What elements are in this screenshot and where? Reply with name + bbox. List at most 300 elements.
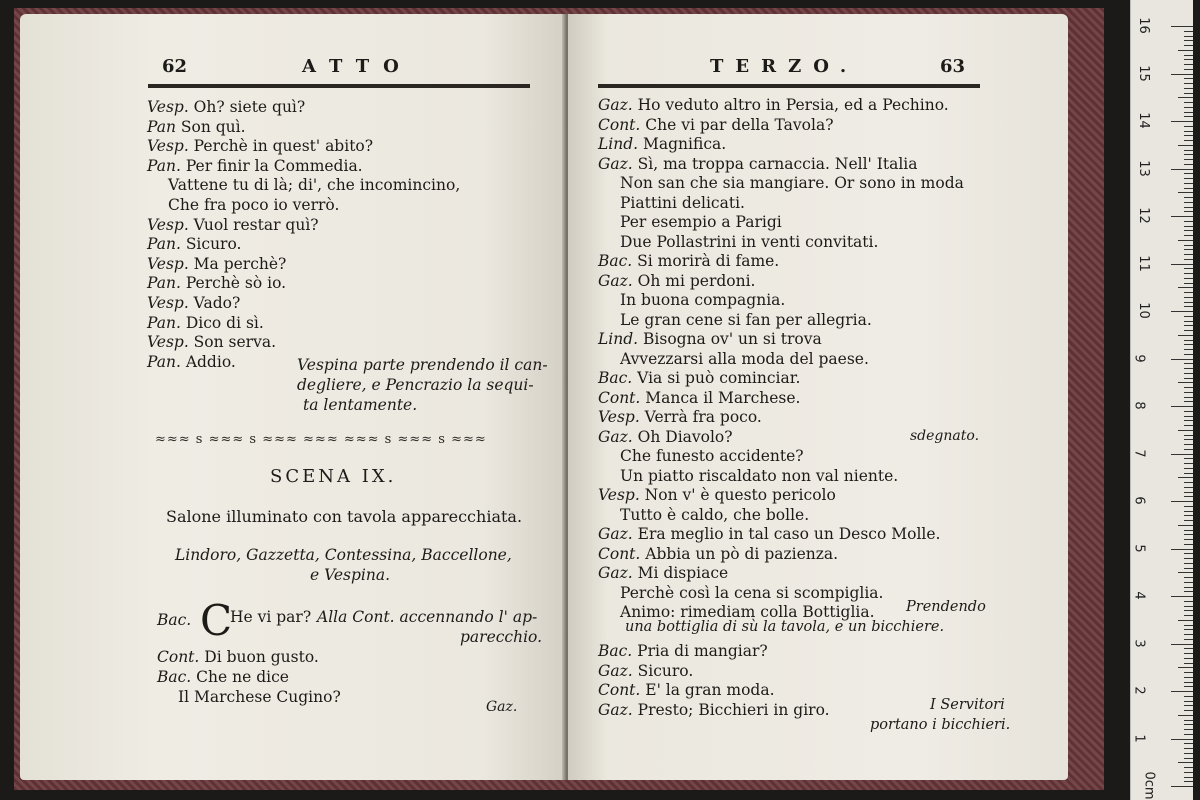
ruler-tick bbox=[1184, 496, 1193, 497]
dialogue-text: In buona compagnia. bbox=[620, 291, 786, 309]
dialogue-text: Ma perchè? bbox=[188, 254, 287, 273]
ruler-tick bbox=[1184, 140, 1193, 141]
scene-setting: Salone illuminato con tavola apparecchiata. bbox=[166, 507, 523, 526]
ruler-tick bbox=[1171, 454, 1193, 455]
speaker-label: Cont. bbox=[157, 648, 200, 666]
ruler-tick bbox=[1184, 553, 1193, 554]
left-page bbox=[20, 14, 565, 780]
ruler-tick bbox=[1171, 596, 1193, 597]
text-line bbox=[598, 330, 822, 348]
ruler-tick bbox=[1184, 492, 1193, 493]
speaker-label: Gaz. bbox=[598, 427, 633, 446]
ruler-tick bbox=[1184, 207, 1193, 208]
ruler-number: 9 bbox=[1131, 353, 1147, 363]
ruler-tick bbox=[1171, 691, 1193, 692]
ruler-tick bbox=[1171, 121, 1193, 122]
ruler-tick bbox=[1184, 230, 1193, 231]
ruler-tick bbox=[1184, 416, 1193, 417]
speaker-label: Bac. bbox=[598, 369, 633, 387]
text-line bbox=[620, 213, 782, 231]
text-line bbox=[157, 648, 319, 666]
ruler-tick bbox=[1184, 539, 1193, 540]
ruler-tick bbox=[1184, 625, 1193, 626]
dialogue-text: Presto; Bicchieri in giro. bbox=[632, 700, 830, 719]
ruler-tick bbox=[1184, 577, 1193, 578]
ruler-tick bbox=[1184, 411, 1193, 412]
ruler-tick bbox=[1178, 382, 1193, 383]
ruler-tick bbox=[1184, 473, 1193, 474]
ruler-tick bbox=[1184, 116, 1193, 117]
ruler-tick bbox=[1184, 102, 1193, 103]
ruler-tick bbox=[1184, 368, 1193, 369]
text-line bbox=[598, 681, 775, 699]
dialogue-text: Verrà fra poco. bbox=[639, 408, 762, 426]
speaker-label: Gaz. bbox=[598, 700, 633, 719]
text-line bbox=[147, 157, 363, 175]
dialogue-text: Che funesto accidente? bbox=[620, 447, 804, 465]
dialogue-text: Sicuro. bbox=[632, 661, 694, 680]
text-line bbox=[620, 194, 745, 212]
ruler-number: 1 bbox=[1131, 733, 1147, 743]
speaker-label: Pan bbox=[147, 117, 176, 136]
ruler-tick bbox=[1178, 525, 1193, 526]
ruler-tick bbox=[1184, 530, 1193, 531]
ruler-tick bbox=[1184, 45, 1193, 46]
ruler-number: 7 bbox=[1131, 448, 1147, 458]
ruler-tick bbox=[1184, 534, 1193, 535]
ruler-tick bbox=[1178, 335, 1193, 336]
text-line bbox=[598, 96, 949, 114]
ruler-tick bbox=[1184, 188, 1193, 189]
stage-direction-line: Prendendo bbox=[906, 599, 986, 615]
ruler-tick bbox=[1184, 178, 1193, 179]
text-line bbox=[168, 196, 339, 214]
text-line bbox=[620, 291, 785, 309]
ruler-tick bbox=[1184, 278, 1193, 279]
ruler-tick bbox=[1184, 40, 1193, 41]
character-list: Lindoro, Gazzetta, Contessina, Baccellone, bbox=[175, 546, 512, 564]
text-line bbox=[147, 98, 305, 116]
ruler-tick bbox=[1178, 50, 1193, 51]
text-line bbox=[620, 174, 964, 192]
ruler-tick bbox=[1184, 340, 1193, 341]
ruler-tick bbox=[1184, 653, 1193, 654]
ruler-tick bbox=[1184, 753, 1193, 754]
ruler-tick bbox=[1184, 59, 1193, 60]
ruler-tick bbox=[1178, 572, 1193, 573]
ruler-tick bbox=[1184, 330, 1193, 331]
text-line bbox=[147, 118, 246, 136]
ruler-tick bbox=[1171, 169, 1193, 170]
ruler-tick bbox=[1184, 748, 1193, 749]
ruler-number: 0cm bbox=[1141, 771, 1157, 800]
ruler-tick bbox=[1184, 397, 1193, 398]
ruler-tick bbox=[1184, 354, 1193, 355]
speaker-label: Vesp. bbox=[147, 294, 189, 312]
ruler-tick bbox=[1184, 254, 1193, 255]
ruler-tick bbox=[1184, 259, 1193, 260]
ruler-tick bbox=[1184, 31, 1193, 32]
stage-direction-line: una bottiglia di sù la tavola, e un bicchiere. bbox=[625, 619, 945, 635]
ruler-tick bbox=[1184, 392, 1193, 393]
ruler-tick bbox=[1184, 387, 1193, 388]
drop-cap: C bbox=[200, 596, 233, 645]
ruler-tick bbox=[1178, 145, 1193, 146]
ruler-tick bbox=[1184, 724, 1193, 725]
dialogue-text: Sicuro. bbox=[180, 235, 242, 254]
ruler-tick bbox=[1184, 677, 1193, 678]
dialogue-text: Per esempio a Parigi bbox=[620, 213, 782, 231]
ruler-tick bbox=[1184, 249, 1193, 250]
ruler-tick bbox=[1184, 226, 1193, 227]
ruler-tick bbox=[1184, 563, 1193, 564]
ruler-tick bbox=[1184, 325, 1193, 326]
text-line bbox=[168, 176, 460, 194]
ruler-tick bbox=[1178, 667, 1193, 668]
ruler-tick bbox=[1178, 762, 1193, 763]
ruler-tick bbox=[1184, 568, 1193, 569]
ruler-tick bbox=[1184, 159, 1193, 160]
speaker-label: Vesp. bbox=[147, 137, 189, 156]
speaker-label: Gaz. bbox=[598, 564, 633, 582]
speaker-label: Gaz. bbox=[598, 96, 633, 114]
text-line bbox=[598, 486, 836, 504]
running-header-right: TERZO. bbox=[710, 56, 859, 77]
ruler-tick bbox=[1184, 634, 1193, 635]
ruler-tick bbox=[1171, 264, 1193, 265]
ruler-tick bbox=[1171, 216, 1193, 217]
ruler-tick bbox=[1184, 663, 1193, 664]
ruler-tick bbox=[1178, 477, 1193, 478]
dialogue-text: Due Pollastrini in venti convitati. bbox=[620, 232, 879, 251]
speaker-label: Pan. bbox=[147, 274, 181, 293]
text-line bbox=[147, 333, 276, 351]
dialogue-text: Piattini delicati. bbox=[620, 193, 745, 212]
ruler-tick bbox=[1184, 729, 1193, 730]
dialogue-text: Oh Diavolo? bbox=[632, 427, 733, 446]
dialogue-text: Le gran cene si fan per allegria. bbox=[620, 310, 872, 329]
ruler-tick bbox=[1184, 349, 1193, 350]
text-line bbox=[147, 274, 286, 292]
text-line bbox=[598, 662, 693, 680]
catchword: Gaz. bbox=[486, 699, 518, 715]
speaker-label: Bac. bbox=[598, 252, 633, 270]
dialogue-line: He vi par? bbox=[230, 608, 312, 626]
dialogue-text: Vuol restar quì? bbox=[188, 215, 319, 234]
ruler-tick bbox=[1184, 283, 1193, 284]
speaker-label: Pan. bbox=[147, 235, 181, 254]
ruler-tick bbox=[1184, 306, 1193, 307]
text-line bbox=[157, 668, 289, 686]
dialogue-text: Pria di mangiar? bbox=[632, 642, 768, 660]
ruler-tick bbox=[1178, 287, 1193, 288]
ruler-tick bbox=[1184, 658, 1193, 659]
stage-direction-line: I Servitori bbox=[930, 697, 1005, 713]
ruler-tick bbox=[1171, 549, 1193, 550]
text-line bbox=[147, 353, 236, 371]
ruler-tick bbox=[1184, 93, 1193, 94]
text-line bbox=[620, 467, 898, 485]
stage-direction-line: parecchio. bbox=[460, 628, 543, 646]
dialogue-text: Mi dispiace bbox=[632, 564, 729, 582]
ruler-tick bbox=[1184, 606, 1193, 607]
ruler-tick bbox=[1171, 26, 1193, 27]
speaker-label: Bac. bbox=[157, 668, 192, 686]
ruler-tick bbox=[1184, 221, 1193, 222]
text-line bbox=[598, 155, 917, 173]
ruler-number: 2 bbox=[1131, 686, 1147, 695]
dialogue-text: Tutto è caldo, che bolle. bbox=[620, 505, 810, 524]
speaker-label: Vesp. bbox=[147, 215, 189, 234]
ruler-tick bbox=[1171, 739, 1193, 740]
speaker-label: Lind. bbox=[598, 135, 639, 153]
speaker-label: Lind. bbox=[598, 330, 639, 348]
text-line bbox=[147, 314, 264, 332]
ruler-number: 13 bbox=[1135, 159, 1151, 177]
speaker-label: Vesp. bbox=[147, 333, 189, 352]
ruler-number: 15 bbox=[1135, 64, 1151, 82]
dialogue-text: Son serva. bbox=[188, 333, 276, 352]
ruler-number: 6 bbox=[1131, 496, 1147, 505]
ruler-number: 8 bbox=[1131, 401, 1147, 410]
speaker-label: Gaz. bbox=[598, 271, 633, 290]
text-line bbox=[620, 350, 869, 368]
text-line bbox=[147, 294, 240, 312]
ruler-tick bbox=[1184, 639, 1193, 640]
ruler-tick bbox=[1178, 430, 1193, 431]
stage-direction-line: Alla Cont. accennando l' ap- bbox=[317, 608, 538, 626]
ruler-tick bbox=[1184, 444, 1193, 445]
ruler-tick bbox=[1178, 715, 1193, 716]
speaker-label: Pan. bbox=[147, 352, 181, 371]
text-line bbox=[620, 447, 804, 465]
ruler-tick bbox=[1184, 268, 1193, 269]
ruler-tick bbox=[1184, 439, 1193, 440]
text-line bbox=[598, 135, 726, 153]
ruler-tick bbox=[1184, 511, 1193, 512]
ruler-number: 3 bbox=[1131, 638, 1147, 648]
ruler-tick bbox=[1184, 154, 1193, 155]
dialogue-text: Che ne dice bbox=[191, 668, 289, 686]
text-line bbox=[598, 252, 779, 270]
dialogue-text: Che vi par della Tavola? bbox=[640, 115, 834, 134]
ruler-tick bbox=[1184, 131, 1193, 132]
text-line bbox=[598, 389, 800, 407]
ruler-tick bbox=[1184, 202, 1193, 203]
ruler-tick bbox=[1184, 601, 1193, 602]
dialogue-text: Dico di sì. bbox=[180, 313, 264, 332]
speaker-label: Gaz. bbox=[598, 154, 633, 173]
ruler-tick bbox=[1184, 710, 1193, 711]
measurement-ruler bbox=[1130, 0, 1193, 800]
speaker-label: Gaz. bbox=[598, 525, 633, 543]
ruler-tick bbox=[1184, 83, 1193, 84]
ruler-tick bbox=[1184, 558, 1193, 559]
ruler-tick bbox=[1184, 112, 1193, 113]
ruler-number: 12 bbox=[1135, 207, 1151, 224]
ruler-tick bbox=[1184, 463, 1193, 464]
text-line bbox=[620, 584, 883, 602]
ruler-tick bbox=[1184, 425, 1193, 426]
dialogue-text: Addio. bbox=[180, 352, 236, 371]
text-line bbox=[598, 642, 768, 660]
ruler-tick bbox=[1171, 406, 1193, 407]
ruler-tick bbox=[1184, 767, 1193, 768]
ruler-tick bbox=[1184, 772, 1193, 773]
ruler-tick bbox=[1178, 620, 1193, 621]
ruler-tick bbox=[1184, 777, 1193, 778]
ruler-tick bbox=[1184, 302, 1193, 303]
ruler-tick bbox=[1184, 734, 1193, 735]
ruler-tick bbox=[1184, 758, 1193, 759]
page-number-left: 62 bbox=[162, 56, 188, 77]
ruler-tick bbox=[1184, 520, 1193, 521]
ruler-tick bbox=[1184, 55, 1193, 56]
speaker-label: Gaz. bbox=[598, 661, 633, 680]
ruler-tick bbox=[1184, 235, 1193, 236]
text-line bbox=[598, 272, 755, 290]
ruler-tick bbox=[1184, 449, 1193, 450]
ornament-divider: ≈≈≈ s ≈≈≈ s ≈≈≈ ≈≈≈ ≈≈≈ s ≈≈≈ s ≈≈≈ bbox=[155, 432, 487, 447]
ruler-tick bbox=[1171, 644, 1193, 645]
ruler-number: 10 bbox=[1135, 302, 1151, 319]
ruler-tick bbox=[1184, 273, 1193, 274]
ruler-tick bbox=[1178, 192, 1193, 193]
speaker-label: Vesp. bbox=[147, 98, 189, 116]
ruler-tick bbox=[1184, 363, 1193, 364]
dialogue-text: Perchè così la cena si scompiglia. bbox=[620, 583, 884, 602]
ruler-tick bbox=[1184, 211, 1193, 212]
dialogue-text: Era meglio in tal caso un Desco Molle. bbox=[632, 525, 941, 543]
dialogue-text: Perchè sò io. bbox=[180, 274, 287, 293]
ruler-tick bbox=[1184, 591, 1193, 592]
speaker-label: Cont. bbox=[598, 388, 641, 407]
text-line bbox=[147, 235, 241, 253]
speaker-label: Cont. bbox=[598, 544, 641, 563]
dialogue-text: Oh mi perdoni. bbox=[632, 271, 756, 290]
ruler-tick bbox=[1184, 629, 1193, 630]
ruler-tick bbox=[1178, 240, 1193, 241]
text-line bbox=[598, 408, 762, 426]
dialogue-text: Non san che sia mangiare. Or sono in moda bbox=[620, 174, 964, 192]
text-line bbox=[598, 564, 728, 582]
ruler-tick bbox=[1184, 197, 1193, 198]
ruler-tick bbox=[1184, 672, 1193, 673]
ruler-tick bbox=[1184, 587, 1193, 588]
dialogue-text: Il Marchese Cugino? bbox=[178, 688, 341, 706]
dialogue-text: Per finir la Commedia. bbox=[180, 156, 363, 175]
ruler-tick bbox=[1184, 292, 1193, 293]
ruler-number: 14 bbox=[1135, 112, 1151, 129]
text-line bbox=[598, 701, 830, 719]
ruler-tick bbox=[1184, 487, 1193, 488]
text-line bbox=[620, 311, 872, 329]
ruler-tick bbox=[1184, 515, 1193, 516]
ruler-tick bbox=[1171, 359, 1193, 360]
ruler-tick bbox=[1184, 468, 1193, 469]
ruler-tick bbox=[1184, 164, 1193, 165]
ruler-tick bbox=[1184, 506, 1193, 507]
dialogue-text: Ho veduto altro in Persia, ed a Pechino. bbox=[632, 96, 949, 114]
speaker-label: Bac. bbox=[598, 642, 633, 660]
ruler-tick bbox=[1184, 701, 1193, 702]
page-number-right: 63 bbox=[940, 56, 966, 77]
ruler-tick bbox=[1184, 297, 1193, 298]
ruler-tick bbox=[1184, 420, 1193, 421]
ruler-tick bbox=[1184, 88, 1193, 89]
ruler-number: 4 bbox=[1131, 591, 1147, 600]
ruler-tick bbox=[1184, 378, 1193, 379]
ruler-tick bbox=[1184, 316, 1193, 317]
ruler-tick bbox=[1184, 781, 1193, 782]
speaker-label: Vesp. bbox=[147, 254, 189, 273]
dialogue-text: Si morirà di fame. bbox=[632, 252, 780, 270]
stage-direction-line: ta lentamente. bbox=[303, 396, 418, 414]
dialogue-text: Vattene tu di là; di', che incomincino, bbox=[168, 176, 461, 195]
text-line bbox=[598, 545, 838, 563]
dialogue-text: Son quì. bbox=[175, 117, 246, 136]
ruler-tick bbox=[1184, 435, 1193, 436]
ruler-tick bbox=[1184, 69, 1193, 70]
speaker-label: Pan. bbox=[147, 156, 181, 175]
ruler-tick bbox=[1171, 311, 1193, 312]
dialogue-text: Di buon gusto. bbox=[199, 648, 319, 666]
ruler-tick bbox=[1184, 135, 1193, 136]
ruler-tick bbox=[1184, 682, 1193, 683]
text-line bbox=[147, 255, 286, 273]
ruler-tick bbox=[1178, 97, 1193, 98]
ruler-tick bbox=[1184, 401, 1193, 402]
ruler-tick bbox=[1184, 610, 1193, 611]
stage-direction-line: degliere, e Pencrazio la sequi- bbox=[297, 376, 534, 394]
dialogue-text: Avvezzarsi alla moda del paese. bbox=[620, 349, 869, 368]
header-rule-right bbox=[598, 84, 980, 88]
scene-title: SCENA IX. bbox=[270, 466, 397, 487]
text-line bbox=[598, 428, 733, 446]
character-list: e Vespina. bbox=[310, 566, 391, 584]
dialogue-text: Animo: rimediam colla Bottiglia. bbox=[620, 603, 875, 621]
text-line bbox=[598, 369, 800, 387]
dialogue-text: Che fra poco io verrò. bbox=[168, 196, 340, 214]
ruler-tick bbox=[1184, 686, 1193, 687]
dialogue-text: Abbia un pò di pazienza. bbox=[640, 544, 839, 563]
dialogue-text: Oh? siete quì? bbox=[188, 98, 306, 116]
ruler-tick bbox=[1184, 648, 1193, 649]
ruler-tick bbox=[1171, 501, 1193, 502]
ruler-tick bbox=[1184, 183, 1193, 184]
text-line bbox=[147, 137, 373, 155]
dialogue-text: Via si può cominciar. bbox=[632, 369, 801, 387]
ruler-tick bbox=[1184, 696, 1193, 697]
ruler-tick bbox=[1184, 720, 1193, 721]
ruler-tick bbox=[1171, 74, 1193, 75]
header-rule-left bbox=[148, 84, 530, 88]
ruler-tick bbox=[1184, 373, 1193, 374]
text-line bbox=[620, 233, 878, 251]
dialogue-text: Manca il Marchese. bbox=[640, 388, 801, 407]
stage-direction-line: portano i bicchieri. bbox=[870, 717, 1011, 733]
speaker-label: Vesp. bbox=[598, 408, 640, 426]
ruler-tick bbox=[1171, 786, 1193, 787]
ruler-tick bbox=[1184, 344, 1193, 345]
running-header-left: ATTO bbox=[302, 56, 413, 77]
dialogue-text: Perchè in quest' abito? bbox=[188, 137, 374, 156]
ruler-tick bbox=[1184, 582, 1193, 583]
dialogue-text: E' la gran moda. bbox=[640, 681, 775, 699]
stage-direction-line: sdegnato. bbox=[910, 428, 980, 444]
ruler-tick bbox=[1184, 544, 1193, 545]
text-line bbox=[598, 116, 834, 134]
